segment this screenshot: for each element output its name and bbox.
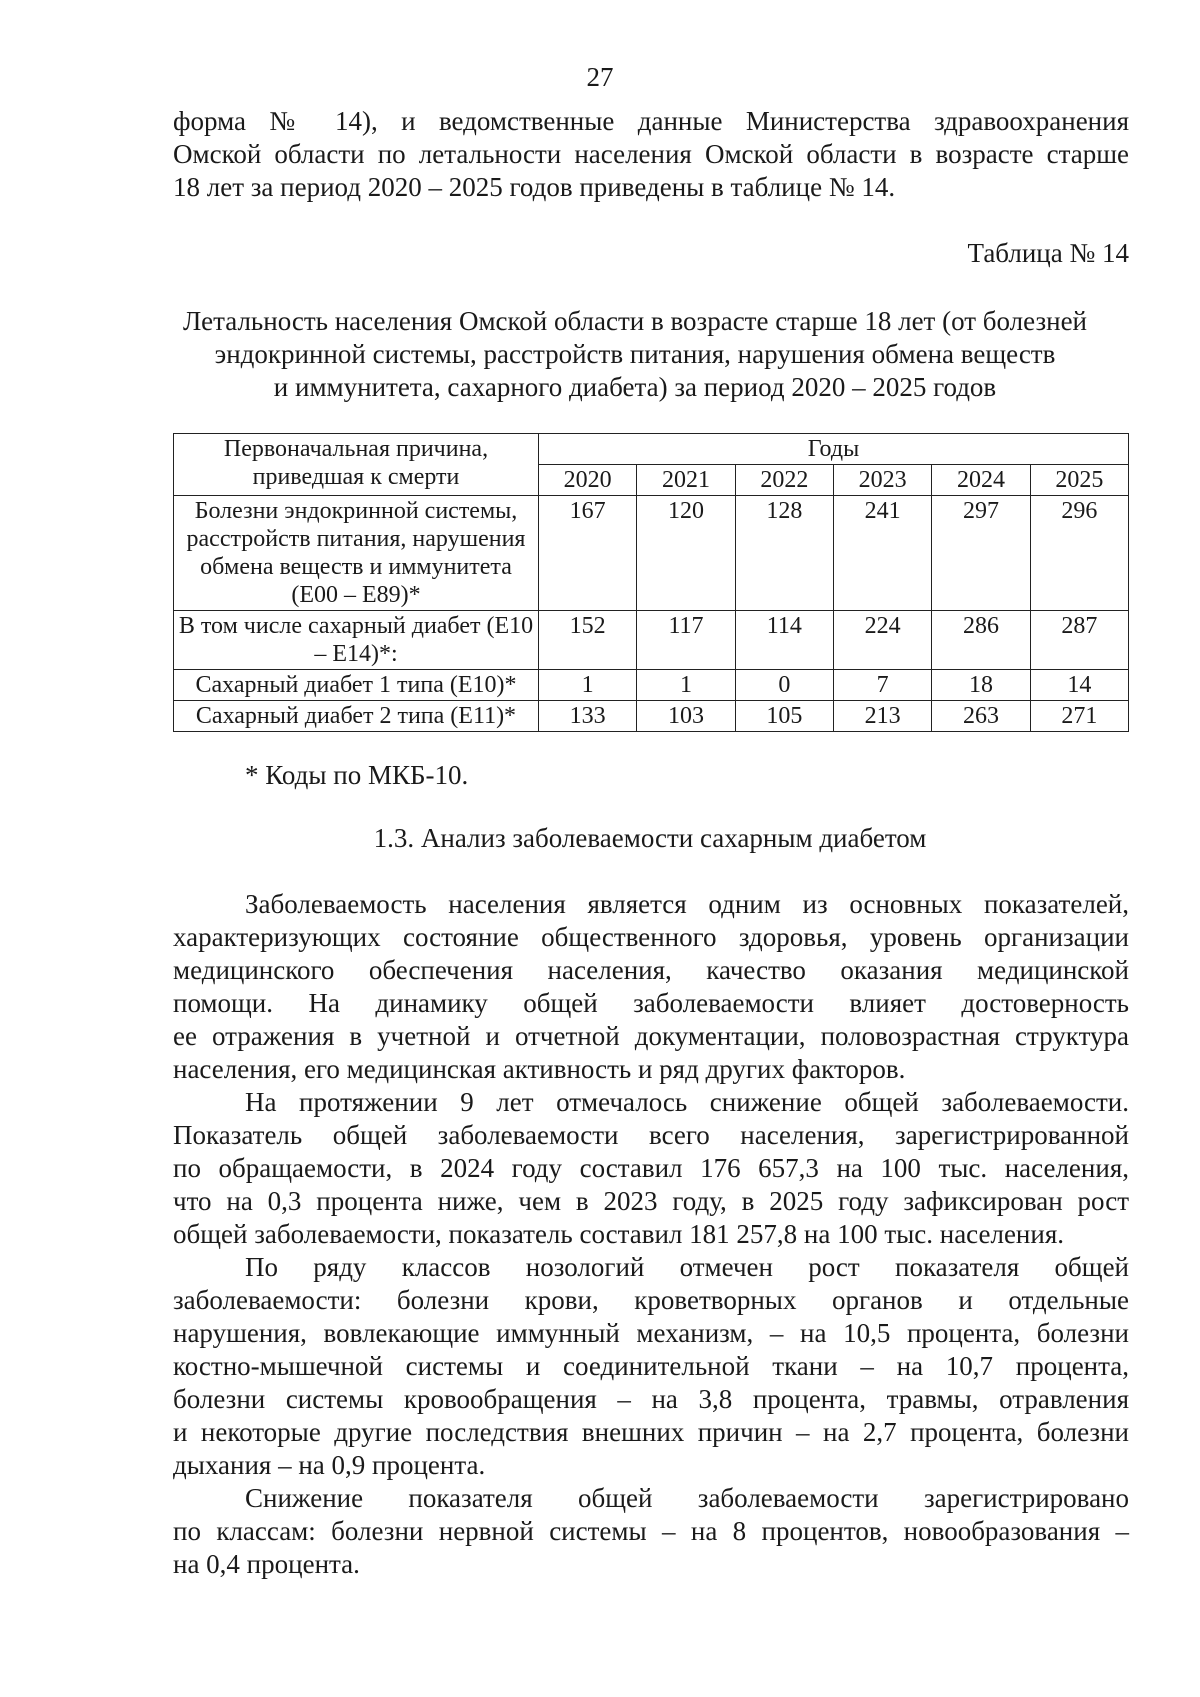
text-line: нарушения, вовлекающие иммунный механизм, – на 10,5 процента, болезни	[173, 1318, 1129, 1348]
value-cell: 263	[932, 701, 1030, 732]
value-cell: 105	[735, 701, 833, 732]
text-line: общей заболеваемости, показатель составил 181 257,8 на 100 тыс. населения.	[173, 1219, 1064, 1249]
text-line: что на 0,3 процента ниже, чем в 2023 году, в 2025 году зафиксирован рост	[173, 1186, 1129, 1216]
value-cell: 241	[833, 496, 931, 611]
text-line: болезни системы кровообращения – на 3,8 процента, травмы, отравления	[173, 1384, 1129, 1414]
year-header: 2023	[833, 465, 931, 496]
value-cell: 224	[833, 611, 931, 670]
table-row	[174, 496, 1129, 611]
text-line: и некоторые другие последствия внешних причин – на 2,7 процента, болезни	[173, 1417, 1129, 1447]
value-cell: 213	[833, 701, 931, 732]
text-line: дыхания – на 0,9 процента.	[173, 1450, 486, 1480]
paragraph	[173, 1086, 1129, 1251]
cause-cell: Болезни эндокринной системы, расстройств питания, нарушения обмена веществ и иммунитета (E00 – E89)*	[174, 496, 539, 611]
mortality-table	[173, 433, 1129, 732]
value-cell: 0	[735, 670, 833, 701]
table-title-line: Летальность населения Омской области в возрасте старше 18 лет (от болезней	[183, 306, 1087, 336]
text-line: по обращаемости, в 2024 году составил 176 657,3 на 100 тыс. населения,	[173, 1153, 1129, 1183]
year-header: 2025	[1030, 465, 1128, 496]
value-cell: 297	[932, 496, 1030, 611]
value-cell: 7	[833, 670, 931, 701]
text-line: населения, его медицинская активность и ряд других факторов.	[173, 1054, 906, 1084]
text-line: Омской области по летальности населения Омской области в возрасте старше	[173, 139, 1129, 169]
value-cell: 103	[637, 701, 735, 732]
value-cell: 167	[539, 496, 637, 611]
text-line: форма № 14), и ведомственные данные Министерства здравоохранения	[173, 106, 1129, 136]
text-line: на 0,4 процента.	[173, 1549, 360, 1579]
table-title-line: и иммунитета, сахарного диабета) за период 2020 – 2025 годов	[273, 372, 997, 402]
year-header: 2024	[932, 465, 1030, 496]
table-row	[174, 611, 1129, 670]
value-cell: 287	[1030, 611, 1128, 670]
value-cell: 152	[539, 611, 637, 670]
value-cell: 271	[1030, 701, 1128, 732]
value-cell: 128	[735, 496, 833, 611]
paragraph	[173, 1251, 1129, 1482]
table-row	[174, 701, 1129, 732]
value-cell: 1	[637, 670, 735, 701]
text-line: Снижение показателя общей заболеваемости зарегистрировано	[245, 1483, 1129, 1513]
text-line: ее отражения в учетной и отчетной документации, половозрастная структура	[173, 1021, 1129, 1051]
cause-cell: Сахарный диабет 1 типа (E10)*	[174, 670, 539, 701]
text-line: По ряду классов нозологий отмечен рост показателя общей	[245, 1252, 1129, 1282]
value-cell: 18	[932, 670, 1030, 701]
footnote: * Коды по МКБ-10.	[245, 760, 469, 790]
value-cell: 14	[1030, 670, 1128, 701]
table-title-line: эндокринной системы, расстройств питания, нарушения обмена веществ	[214, 339, 1056, 369]
text-line: по классам: болезни нервной системы – на 8 процентов, новообразования –	[173, 1516, 1129, 1546]
cause-cell: Сахарный диабет 2 типа (E11)*	[174, 701, 539, 732]
value-cell: 296	[1030, 496, 1128, 611]
text-line: медицинского обеспечения населения, качество оказания медицинской	[173, 955, 1129, 985]
text-line: На протяжении 9 лет отмечалось снижение общей заболеваемости.	[245, 1087, 1129, 1117]
body-text	[173, 888, 1129, 1581]
value-cell: 114	[735, 611, 833, 670]
value-cell: 1	[539, 670, 637, 701]
year-header: 2020	[539, 465, 637, 496]
text-line: Показатель общей заболеваемости всего населения, зарегистрированной	[173, 1120, 1129, 1150]
text-line: характеризующих состояние общественного здоровья, уровень организации	[173, 922, 1129, 952]
table-row	[174, 670, 1129, 701]
paragraph	[173, 1482, 1129, 1581]
paragraph	[173, 888, 1129, 1086]
cause-header: Первоначальная причина, приведшая к смерти	[174, 434, 539, 496]
year-header: 2022	[735, 465, 833, 496]
year-header: 2021	[637, 465, 735, 496]
value-cell: 117	[637, 611, 735, 670]
text-line: заболеваемости: болезни крови, кроветворных органов и отдельные	[173, 1285, 1129, 1315]
page-number: 27	[586, 62, 614, 92]
years-header: Годы	[539, 434, 1129, 465]
text-line: помощи. На динамику общей заболеваемости влияет достоверность	[173, 988, 1129, 1018]
intro-paragraph	[173, 105, 1129, 204]
table-header-row	[174, 434, 1129, 465]
text-line: Заболеваемость населения является одним из основных показателей,	[245, 889, 1129, 919]
section-heading: 1.3. Анализ заболеваемости сахарным диабетом	[373, 823, 927, 853]
value-cell: 133	[539, 701, 637, 732]
value-cell: 120	[637, 496, 735, 611]
value-cell: 286	[932, 611, 1030, 670]
cause-cell: В том числе сахарный диабет (E10 – E14)*:	[174, 611, 539, 670]
table-label: Таблица № 14	[967, 238, 1129, 268]
text-line: 18 лет за период 2020 – 2025 годов приведены в таблице № 14.	[173, 172, 896, 202]
text-line: костно-мышечной системы и соединительной ткани – на 10,7 процента,	[173, 1351, 1129, 1381]
table-title	[150, 305, 1120, 404]
